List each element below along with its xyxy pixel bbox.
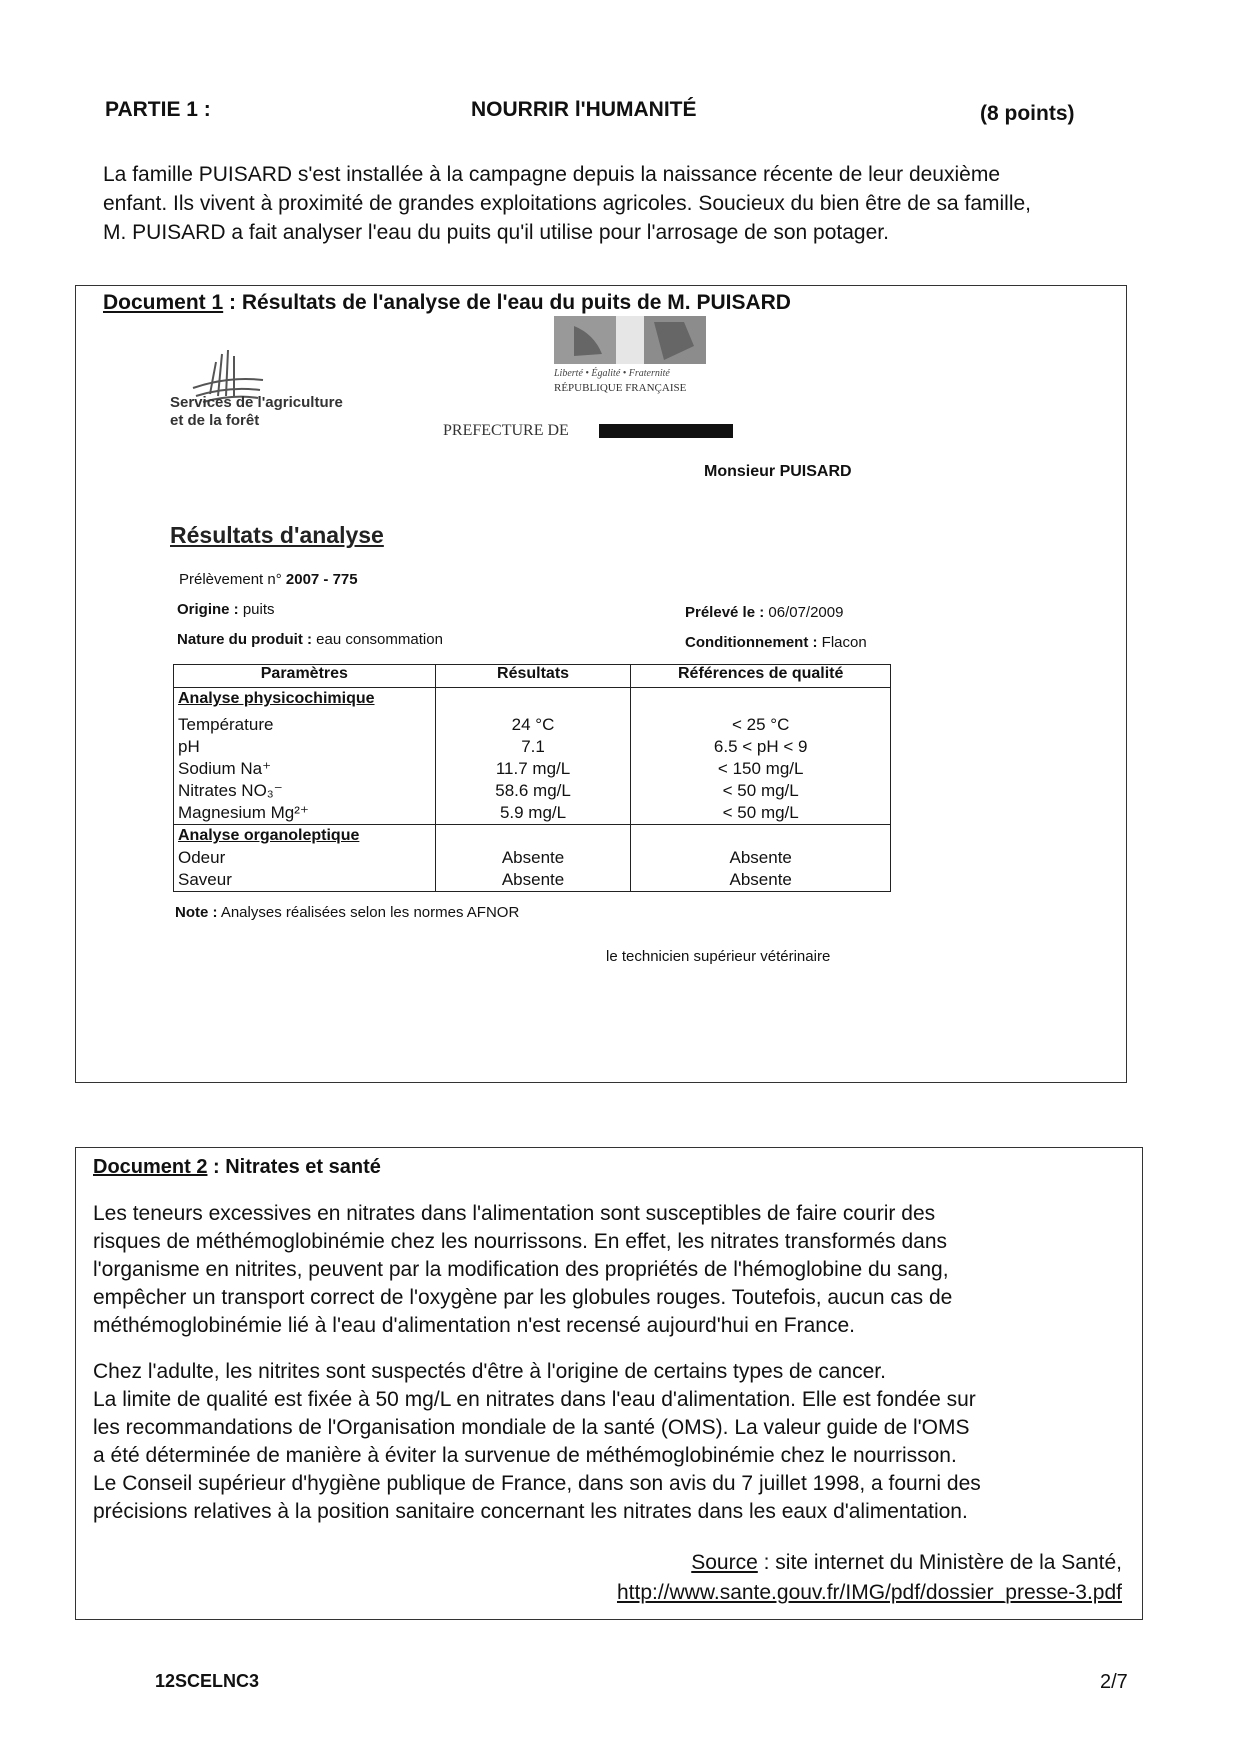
product-nature xyxy=(177,631,443,648)
text-line: l'organisme en nitrites, peuvent par la modification des propriétés de l'hémoglobine du sang, xyxy=(93,1258,949,1281)
section-title: Analyse physicochimique xyxy=(178,690,375,707)
part-title: NOURRIR l'HUMANITÉ xyxy=(471,98,697,121)
text-line: risques de méthémoglobinémie chez les nourrissons. En effet, les nitrates transformés dans xyxy=(93,1230,948,1253)
nature-value: eau consommation xyxy=(316,631,443,648)
agency-line: Services de l'agriculture xyxy=(170,394,343,411)
result-cell: 11.7 mg/L xyxy=(495,759,571,778)
sampled-label: Prélevé le : xyxy=(685,604,765,621)
result-cell: 5.9 mg/L xyxy=(499,803,567,822)
packaging-value: Flacon xyxy=(821,634,867,651)
text-line: Les teneurs excessives en nitrates dans l'alimentation sont susceptibles de faire courir des xyxy=(93,1202,936,1225)
organo-results xyxy=(435,825,631,892)
result-cell: 58.6 mg/L xyxy=(495,781,571,800)
param-cell: Saveur xyxy=(178,870,232,889)
document-2-paragraph-2 xyxy=(93,1358,1123,1526)
marianne-logo-icon xyxy=(554,316,706,366)
sample-label: Prélèvement n° xyxy=(179,571,282,588)
recipient: Monsieur PUISARD xyxy=(704,463,852,480)
physico-references xyxy=(631,688,891,825)
part-points: (8 points) xyxy=(980,102,1075,125)
intro-line: M. PUISARD a fait analyser l'eau du puits qu'il utilise pour l'arrosage de son potager. xyxy=(103,221,889,244)
intro-paragraph xyxy=(103,160,1149,247)
reference-cell: < 150 mg/L xyxy=(717,759,804,778)
text-line: empêcher un transport correct de l'oxygène par les globules rouges. Toutefois, aucun cas de xyxy=(93,1286,953,1309)
agency-line: et de la forêt xyxy=(170,412,260,429)
table-row xyxy=(174,825,891,892)
source-url-link[interactable]: http://www.sante.gouv.fr/IMG/pdf/dossier_presse-3.pdf xyxy=(616,1581,1122,1604)
reference-cell: < 50 mg/L xyxy=(722,781,799,800)
document-1-box xyxy=(75,285,1127,1083)
origin-value: puits xyxy=(242,601,275,618)
prefecture-label: PREFECTURE DE xyxy=(443,422,569,439)
document-2-label: Document 2 xyxy=(93,1156,208,1178)
analysis-note xyxy=(175,904,519,921)
param-cell: Nitrates NO₃⁻ xyxy=(178,781,283,800)
result-cell: 24 °C xyxy=(511,715,555,734)
column-header: Paramètres xyxy=(174,665,436,688)
results-title: Résultats d'analyse xyxy=(170,522,384,548)
signature: le technicien supérieur vétérinaire xyxy=(606,948,831,965)
packaging xyxy=(685,634,867,651)
source-text: : site internet du Ministère de la Santé, xyxy=(757,1551,1122,1574)
result-cell: Absente xyxy=(501,848,565,867)
text-line: Chez l'adulte, les nitrites sont suspectés d'être à l'origine de certains types de cancer. xyxy=(93,1360,886,1383)
text-line: a été déterminée de manière à éviter la survenue de méthémoglobinémie chez le nourrisson. xyxy=(93,1444,957,1467)
sampled-value: 06/07/2009 xyxy=(768,604,844,621)
intro-line: enfant. Ils vivent à proximité de grandes exploitations agricoles. Soucieux du bien être de sa famille, xyxy=(103,192,1032,215)
text-line: les recommandations de l'Organisation mondiale de la santé (OMS). La valeur guide de l'OMS xyxy=(93,1416,970,1439)
sampled-date xyxy=(685,604,843,621)
origin-label: Origine : xyxy=(177,601,239,618)
republic-name: RÉPUBLIQUE FRANÇAISE xyxy=(554,382,687,394)
packaging-label: Conditionnement : xyxy=(685,634,818,651)
source-label: Source xyxy=(691,1551,758,1574)
param-cell: Sodium Na⁺ xyxy=(178,759,272,778)
source-line xyxy=(617,1548,1122,1578)
result-cell: 7.1 xyxy=(521,737,545,756)
document-2-box xyxy=(75,1147,1143,1620)
note-label: Note : xyxy=(175,904,218,921)
origin xyxy=(177,601,275,618)
agency-name xyxy=(170,394,343,430)
param-cell: Odeur xyxy=(178,848,226,867)
param-cell: Magnesium Mg²⁺ xyxy=(178,803,309,822)
param-cell: Température xyxy=(178,715,274,734)
table-row xyxy=(174,688,891,825)
intro-line: La famille PUISARD s'est installée à la campagne depuis la naissance récente de leur deuxième xyxy=(103,163,1001,186)
reference-cell: 6.5 < pH < 9 xyxy=(713,737,808,756)
organo-references xyxy=(631,825,891,892)
reference-cell: Absente xyxy=(729,870,792,889)
reference-cell: Absente xyxy=(729,848,792,867)
column-header: Résultats xyxy=(435,665,631,688)
text-line: Le Conseil supérieur d'hygiène publique de France, dans son avis du 7 juillet 1998, a fourni des xyxy=(93,1472,981,1495)
document-2-heading xyxy=(93,1156,381,1179)
reference-cell: < 50 mg/L xyxy=(722,803,799,822)
document-1-label: Document 1 xyxy=(103,291,224,314)
param-cell: pH xyxy=(178,737,200,756)
organo-params xyxy=(174,825,436,892)
text-line: La limite de qualité est fixée à 50 mg/L en nitrates dans l'eau d'alimentation. Elle est fondée sur xyxy=(93,1388,976,1411)
document-1-title: : Résultats de l'analyse de l'eau du puits de M. PUISARD xyxy=(223,291,791,314)
republic-motto: Liberté • Égalité • Fraternité xyxy=(554,368,670,379)
nature-label: Nature du produit : xyxy=(177,631,312,648)
table-header-row xyxy=(174,665,891,688)
text-line: précisions relatives à la position sanitaire concernant les nitrates dans les eaux d'alimentation. xyxy=(93,1500,968,1523)
page-number: 2/7 xyxy=(1100,1671,1128,1693)
document-2-source xyxy=(617,1548,1122,1608)
document-2-title: : Nitrates et santé xyxy=(207,1156,381,1178)
text-line: méthémoglobinémie lié à l'eau d'alimentation n'est recensé aujourd'hui en France. xyxy=(93,1314,855,1337)
physico-params xyxy=(174,688,436,825)
result-cell: Absente xyxy=(501,870,565,889)
column-header: Références de qualité xyxy=(631,665,891,688)
reference-cell: < 25 °C xyxy=(732,715,790,734)
document-1-heading xyxy=(103,291,791,315)
exam-code: 12SCELNC3 xyxy=(155,1671,260,1691)
part-label: PARTIE 1 : xyxy=(105,98,211,121)
redacted-block xyxy=(599,424,733,438)
document-2-paragraph-1 xyxy=(93,1200,1123,1340)
sample-value: 2007 - 775 xyxy=(285,571,358,588)
physico-results xyxy=(435,688,631,825)
sample-number xyxy=(179,571,358,588)
note-text: Analyses réalisées selon les normes AFNOR xyxy=(217,904,520,921)
results-table xyxy=(173,664,891,892)
section-title: Analyse organoleptique xyxy=(178,827,360,844)
